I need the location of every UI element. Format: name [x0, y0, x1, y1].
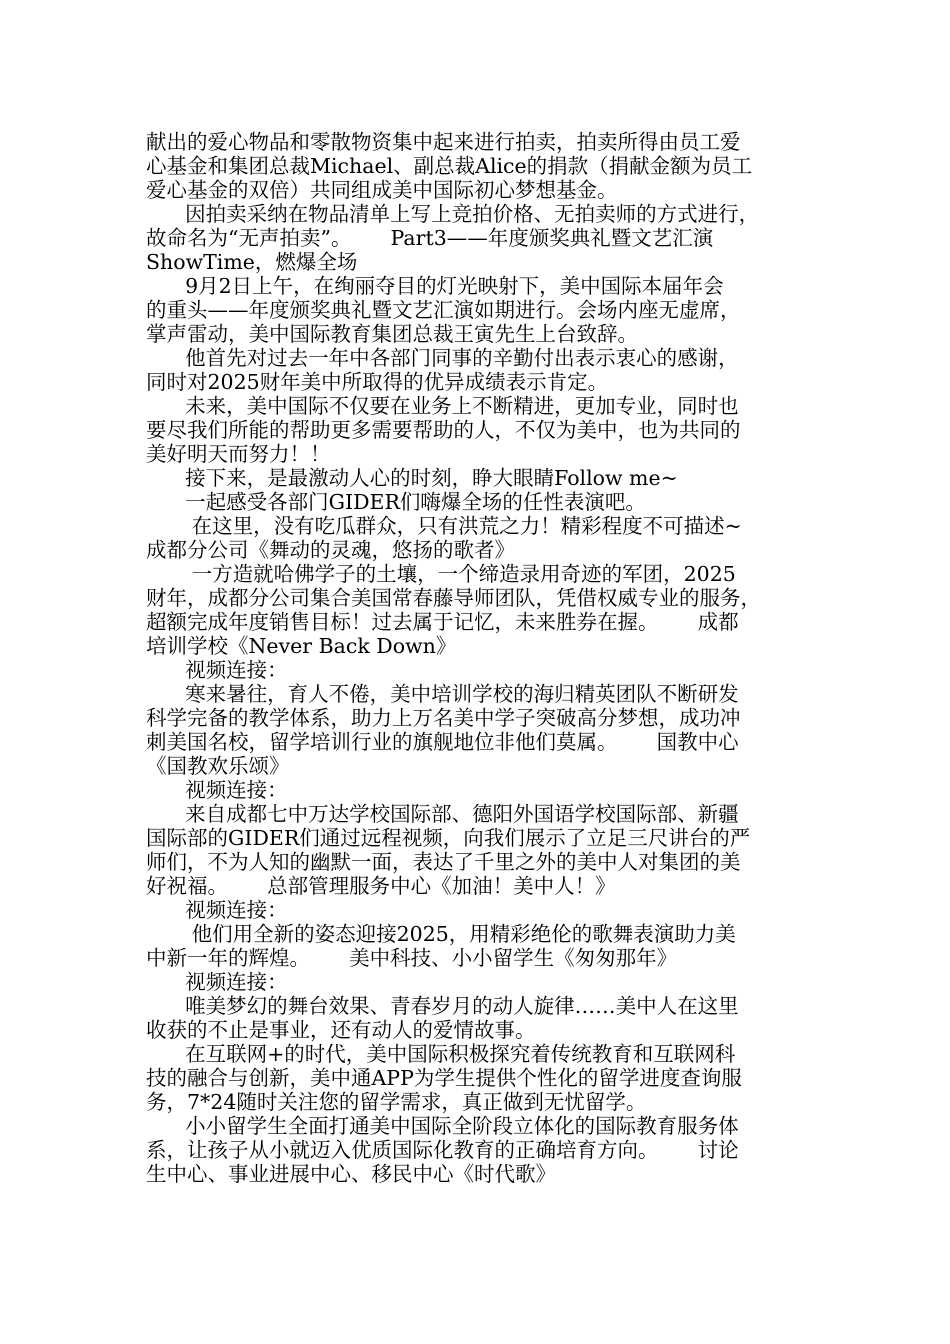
text-line: 科学完备的教学体系，助力上万名美中学子突破高分梦想，成功冲 [146, 706, 741, 730]
text-line: 财年，成都分公司集合美国常春藤导师团队，凭借权威专业的服务， [146, 586, 761, 610]
text-line: 9月2日上午，在绚丽夺目的灯光映射下，美中国际本届年会 [146, 274, 724, 298]
text-line: 唯美梦幻的舞台效果、青春岁月的动人旋律……美中人在这里 [146, 994, 739, 1018]
text-line: 掌声雷动，美中国际教育集团总裁王寅先生上台致辞。 [146, 322, 638, 346]
text-line: 成都分公司《舞动的灵魂，悠扬的歌者》 [146, 538, 515, 562]
text-line: 国际部的GIDER们通过远程视频，向我们展示了立足三尺讲台的严 [146, 826, 751, 850]
text-line: 来自成都七中万达学校国际部、德阳外国语学校国际部、新疆 [146, 802, 739, 826]
text-line: 故命名为“无声拍卖”。 Part3——年度颁奖典礼暨文艺汇演 [146, 226, 714, 250]
text-line: 接下来，是最激动人心的时刻，睁大眼睛Follow me~ [146, 466, 678, 490]
text-line: 一起感受各部门GIDER们嗨爆全场的任性表演吧。 [146, 490, 646, 514]
text-line: 他们用全新的姿态迎接2025，用精彩绝伦的歌舞表演助力美 [146, 922, 736, 946]
text-line: 视频连接： [146, 658, 288, 682]
text-line: 美好明天而努力！！ [146, 442, 331, 466]
text-line: 心基金和集团总裁Michael、副总裁Alice的捐款（捐献金额为员工 [146, 154, 753, 178]
text-line: 未来，美中国际不仅要在业务上不断精进，更加专业，同时也 [146, 394, 739, 418]
text-line: 爱心基金的双倍）共同组成美中国际初心梦想基金。 [146, 178, 618, 202]
text-line: 要尽我们所能的帮助更多需要帮助的人，不仅为美中，也为共同的 [146, 418, 741, 442]
text-line: 刺美国名校，留学培训行业的旗舰地位非他们莫属。 国教中心 [146, 730, 739, 754]
text-line: 在这里，没有吃瓜群众，只有洪荒之力！精彩程度不可描述~ [146, 514, 742, 538]
text-line: 好祝福。 总部管理服务中心《加油！美中人！》 [146, 874, 616, 898]
text-line: 技的融合与创新，美中通APP为学生提供个性化的留学进度查询服 [146, 1066, 742, 1090]
text-line: 视频连接： [146, 898, 288, 922]
text-line: 收获的不止是事业，还有动人的爱情故事。 [146, 1018, 536, 1042]
text-line: 小小留学生全面打通美中国际全阶段立体化的国际教育服务体 [146, 1114, 739, 1138]
text-line: 中新一年的辉煌。 美中科技、小小留学生《匆匆那年》 [146, 946, 678, 970]
text-line: 师们，不为人知的幽默一面，表达了千里之外的美中人对集团的美 [146, 850, 741, 874]
text-line: 生中心、事业进展中心、移民中心《时代歌》 [146, 1162, 556, 1186]
text-line: 超额完成年度销售目标！过去属于记忆，未来胜券在握。 成都 [146, 610, 739, 634]
text-line: 一方造就哈佛学子的土壤，一个缔造录用奇迹的军团，2025 [146, 562, 736, 586]
text-line: 的重头——年度颁奖典礼暨文艺汇演如期进行。会场内座无虚席， [146, 298, 741, 322]
text-line: 《国教欢乐颂》 [146, 754, 290, 778]
text-line: 在互联网+的时代，美中国际积极探究着传统教育和互联网科 [146, 1042, 736, 1066]
text-line: 献出的爱心物品和零散物资集中起来进行拍卖，拍卖所得由员工爱 [146, 130, 741, 154]
text-line: 寒来暑往，育人不倦，美中培训学校的海归精英团队不断研发 [146, 682, 739, 706]
text-line: 因拍卖采纳在物品清单上写上竞拍价格、无拍卖师的方式进行， [146, 202, 760, 226]
text-line: ShowTime，燃爆全场 [146, 250, 358, 274]
text-line: 视频连接： [146, 970, 288, 994]
text-line: 系，让孩子从小就迈入优质国际化教育的正确培育方向。 讨论 [146, 1138, 739, 1162]
text-line: 他首先对过去一年中各部门同事的辛勤付出表示衷心的感谢， [146, 346, 739, 370]
document-body [146, 130, 810, 1186]
text-line: 务，7*24随时关注您的留学需求，真正做到无忧留学。 [146, 1090, 647, 1114]
text-line: 视频连接： [146, 778, 288, 802]
text-line: 同时对2025财年美中所取得的优异成绩表示肯定。 [146, 370, 609, 394]
text-line: 培训学校《Never Back Down》 [146, 634, 457, 658]
